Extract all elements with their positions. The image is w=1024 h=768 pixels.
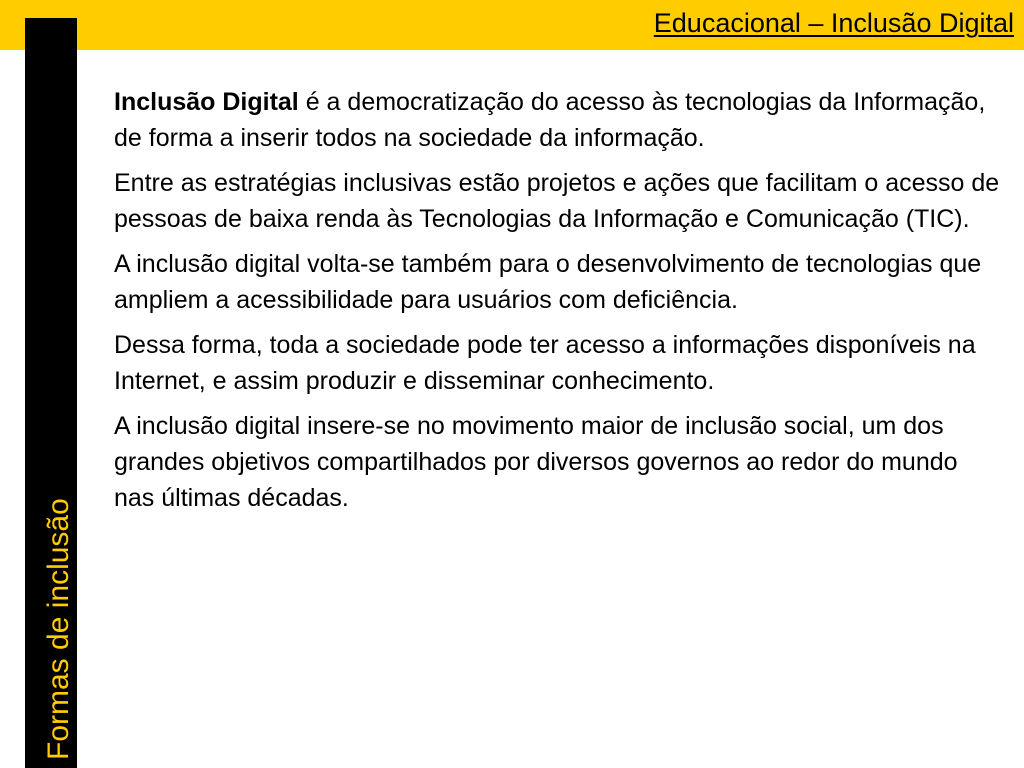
paragraph-1-term: Inclusão Digital [114,88,299,116]
paragraph-1-text: é a democratização do acesso às tecnologias da Informação, de forma a inserir todos na sociedade da informação. [114,88,986,152]
paragraph-5: A inclusão digital insere-se no movimento maior de inclusão social, um dos grandes objetivos compartilhados por diversos governos ao redor do mundo nas últimas décadas. [114,412,958,512]
paragraph-2: Entre as estratégias inclusivas estão projetos e ações que facilitam o acesso de pessoas de baixa renda às Tecnologias da Informação e Comunicação (TIC). [114,169,1000,233]
sidebar-label: Formas de inclusão [42,498,75,760]
header-bar [0,0,1024,50]
sidebar-bar [25,18,77,768]
header-title: Educacional – Inclusão Digital [653,8,1014,38]
paragraph-3: A inclusão digital volta-se também para o desenvolvimento de tecnologias que ampliem a acessibilidade para usuários com deficiência. [114,250,982,314]
paragraph-1 [114,84,1000,156]
slide-body [114,84,1000,525]
paragraph-4: Dessa forma, toda a sociedade pode ter acesso a informações disponíveis na Internet, e assim produzir e disseminar conhecimento. [114,331,976,395]
